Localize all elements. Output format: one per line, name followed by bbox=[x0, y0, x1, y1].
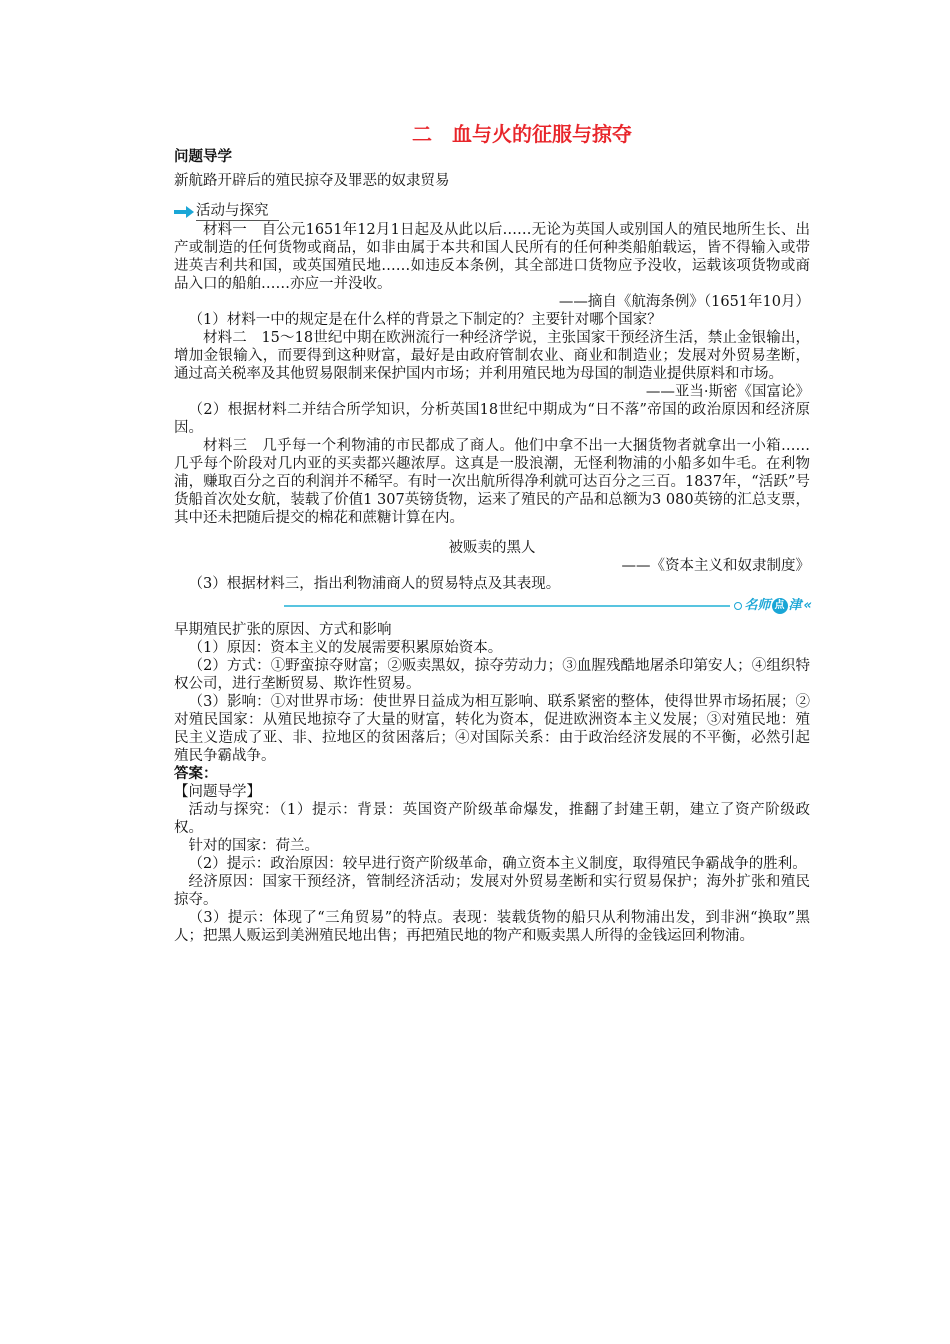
material-one-source: ——摘自《航海条例》（1651年10月） bbox=[558, 294, 810, 310]
divider-line bbox=[284, 605, 730, 607]
answer-heading: 答案： bbox=[174, 766, 218, 782]
answer-three: （3）提示：体现了“三角贸易”的特点。表现：装载货物的船只从利物浦出发，到非洲“换取”黑人；把黑人贩运到美洲殖民地出售；再把殖民地的物产和贩卖黑人所得的金钱运回利物浦。 bbox=[174, 910, 810, 944]
answer-subheading: 【问题导学】 bbox=[174, 784, 261, 800]
logo-text-1: 名师 bbox=[744, 598, 771, 613]
material-three-source: ——《资本主义和奴隶制度》 bbox=[621, 558, 810, 574]
tips-cause: （1）原因：资本主义的发展需要积累原始资本。 bbox=[188, 640, 503, 656]
question-three: （3）根据材料三，指出利物浦商人的贸易特点及其表现。 bbox=[188, 576, 561, 592]
question-one: （1）材料一中的规定是在什么样的背景之下制定的？主要针对哪个国家？ bbox=[188, 312, 662, 328]
answer-two: （2）提示：政治原因：较早进行资产阶级革命，确立资本主义制度，取得殖民争霸战争的胜利。 bbox=[188, 856, 807, 872]
material-one: 材料一 自公元1651年12月1日起及从此以后……无论为英国人或别国人的殖民地所生长、出产或制造的任何货物或商品，如非由属于本共和国人民所有的任何种类船舶载运，皆不得输入或带进英吉利共和国，或英国殖民地……如违反本条例，其全部进口货物应予没收，运载该项货物或商品入口的船舶……亦应一并没收。 bbox=[174, 222, 810, 292]
material-two-source: ——亚当·斯密《国富论》 bbox=[645, 384, 810, 400]
answer-one: 活动与探究：（1）提示：背景：英国资产阶级革命爆发，推翻了封建王朝，建立了资产阶级政权。 bbox=[174, 802, 810, 836]
circle-icon bbox=[734, 602, 742, 610]
tips-divider bbox=[284, 597, 810, 615]
question-two: （2）根据材料二并结合所学知识，分析英国18世纪中期成为“日不落”帝国的政治原因和经济原因。 bbox=[174, 402, 810, 436]
tips-impact: （3）影响：①对世界市场：使世界日益成为相互影响、联系紧密的整体，使得世界市场拓展；②对殖民国家：从殖民地掠夺了大量的财富，转化为资本，促进欧洲资本主义发展；③对殖民地：殖民主义造成了亚、非、拉地区的贫困落后；④对国际关系：由于政治经济发展的不平衡，必然引起殖民争霸战争。 bbox=[174, 694, 810, 764]
answer-two-economic: 经济原因：国家干预经济，管制经济活动；发展对外贸易垄断和实行贸易保护；海外扩张和殖民掠夺。 bbox=[174, 874, 810, 908]
tips-method: （2）方式：①野蛮掠夺财富；②贩卖黑奴，掠夺劳动力；③血腥残酷地屠杀印第安人；④组织特权公司，进行垄断贸易、欺诈性贸易。 bbox=[174, 658, 810, 692]
material-three: 材料三 几乎每一个利物浦的市民都成了商人。他们中拿不出一大捆货物者就拿出一小箱……几乎每个阶段对几内亚的买卖都兴趣浓厚。这真是一股浪潮，无怪利物浦的小船多如牛毛。在利物浦，赚取百分之百的利润并不稀罕。有时一次出航所得净利就可达百分之三百。1837年，“活跃”号货船首次处女航，装载了价值1 307英镑货物，运来了殖民的产品和总额为3 080英镑的汇总支票，其中还未把随后提交的棉花和蔗糖计算在内。 bbox=[174, 438, 810, 526]
activity-header bbox=[174, 202, 810, 221]
teacher-tips-logo bbox=[734, 597, 810, 615]
logo-circle-char: 点 bbox=[772, 598, 788, 614]
guide-topic: 新航路开辟后的殖民掠夺及罪恶的奴隶贸易 bbox=[174, 173, 450, 189]
image-caption: 被贩卖的黑人 bbox=[448, 540, 536, 556]
guide-heading: 问题导学 bbox=[174, 149, 232, 165]
page-title: 二 血与火的征服与掠夺 bbox=[412, 122, 632, 146]
arrow-icon bbox=[174, 206, 194, 218]
tips-title: 早期殖民扩张的原因、方式和影响 bbox=[174, 622, 392, 638]
logo-text-2: 津 bbox=[788, 598, 802, 613]
document-page bbox=[174, 120, 810, 945]
answer-one-country: 针对的国家：荷兰。 bbox=[188, 838, 319, 854]
double-chevron-left-icon: « bbox=[803, 598, 810, 613]
activity-label: 活动与探究 bbox=[196, 202, 279, 221]
material-two: 材料二 15～18世纪中期在欧洲流行一种经济学说，主张国家干预经济生活，禁止金银输出，增加金银输入，而要得到这种财富，最好是由政府管制农业、商业和制造业；发展对外贸易垄断，通过高关税率及其他贸易限制来保护国内市场；并利用殖民地为母国的制造业提供原料和市场。 bbox=[174, 330, 810, 382]
